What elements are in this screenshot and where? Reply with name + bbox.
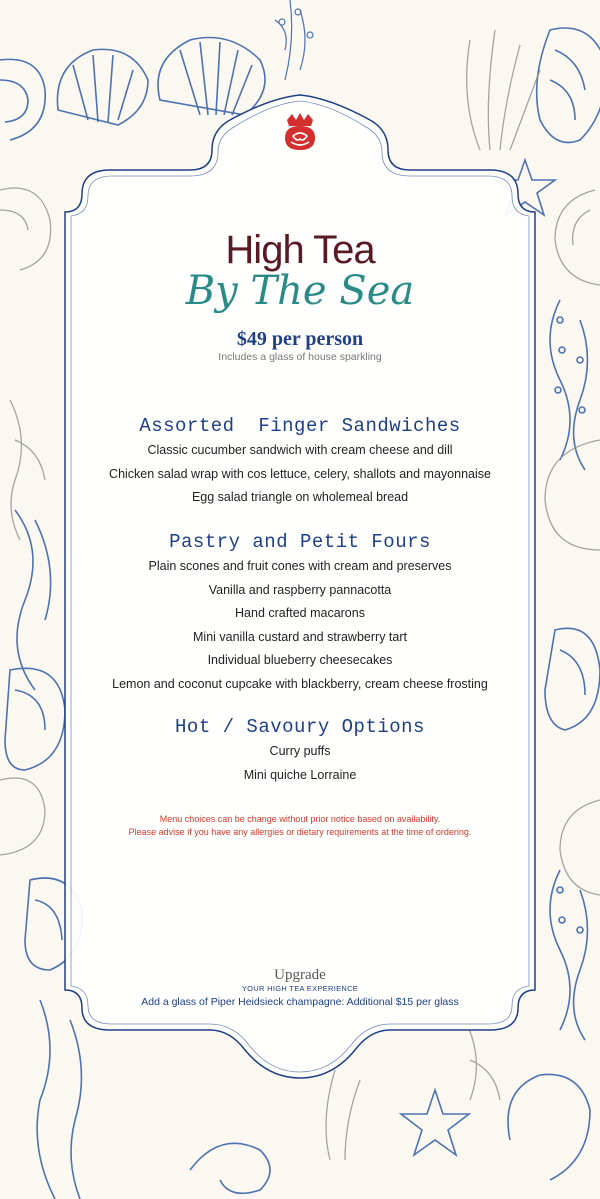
menu-item: Mini quiche Lorraine	[243, 767, 357, 782]
menu-item: Lemon and coconut cupcake with blackberry, cream cheese frosting	[112, 676, 488, 691]
section-heading: Pastry and Petit Fours	[169, 531, 431, 553]
price: $49 per person	[236, 328, 364, 350]
section-pastry	[60, 529, 540, 696]
section-savoury	[60, 714, 540, 787]
title-by-the-sea: By The Sea	[185, 268, 415, 314]
upgrade-subtitle: YOUR HIGH TEA EXPERIENCE	[241, 984, 359, 993]
menu-item: Mini vanilla custard and strawberry tart	[193, 629, 407, 644]
menu-item: Chicken salad wrap with cos lettuce, celery, shallots and mayonnaise	[109, 466, 491, 481]
menu-item: Classic cucumber sandwich with cream cheese and dill	[147, 443, 453, 457]
section-sandwiches	[60, 413, 540, 510]
menu-item: Vanilla and raspberry pannacotta	[208, 582, 392, 597]
menu-item: Plain scones and fruit cones with cream and preserves	[148, 559, 452, 573]
notice-line: Menu choices can be change without prior notice based on availability.	[159, 814, 441, 824]
availability-notice	[0, 813, 600, 839]
upgrade-description: Add a glass of Piper Heidsieck champagne: Additional $15 per glass	[141, 996, 459, 1008]
menu-item: Individual blueberry cheesecakes	[207, 653, 393, 667]
menu-item: Hand crafted macarons	[235, 606, 365, 620]
menu-item: Egg salad triangle on wholemeal bread	[191, 490, 409, 504]
section-heading: Hot / Savoury Options	[175, 716, 425, 738]
upgrade-title: Upgrade	[274, 967, 326, 983]
red-rose-crown-icon	[281, 112, 319, 152]
price-note: Includes a glass of house sparkling	[218, 351, 382, 363]
section-heading: Assorted Finger Sandwiches	[139, 415, 461, 437]
title-high-tea: High Tea	[225, 228, 375, 272]
upgrade-block	[0, 966, 600, 1009]
notice-line: Please advise if you have any allergies or dietary requirements at the time of ordering.	[128, 827, 472, 837]
menu-item: Curry puffs	[269, 744, 331, 758]
